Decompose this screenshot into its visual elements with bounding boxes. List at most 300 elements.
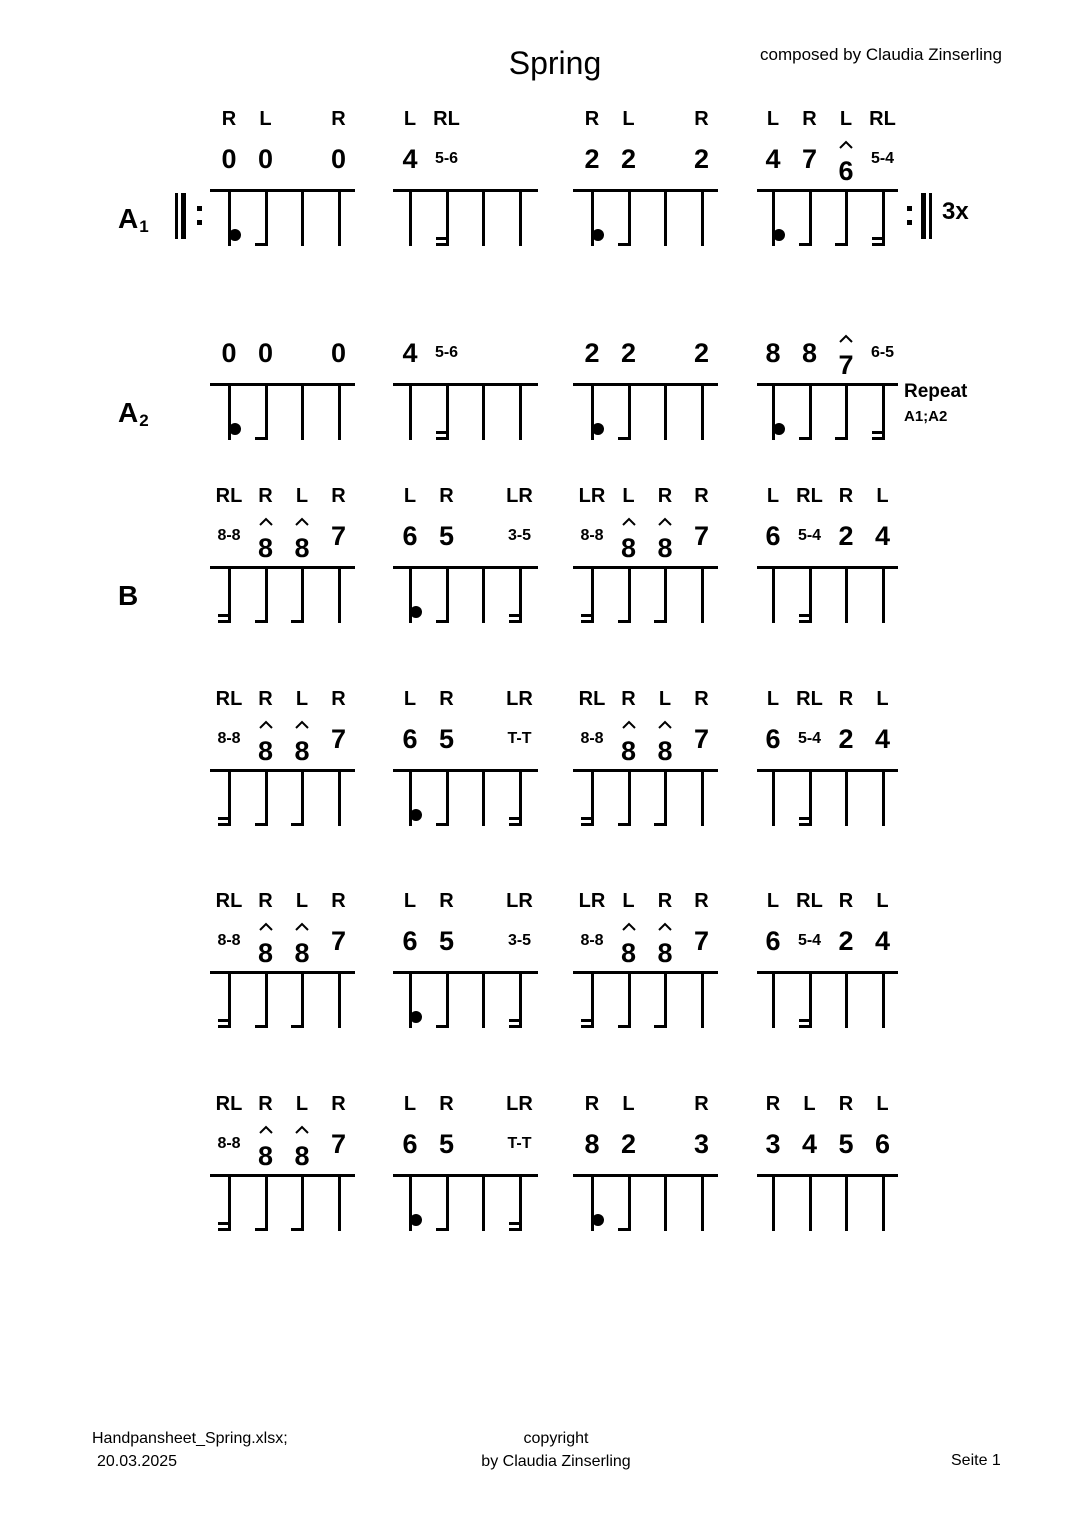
note-stem	[882, 1174, 885, 1231]
hand-label: R	[331, 688, 346, 710]
note-stem	[809, 189, 812, 246]
double-beat-flag	[436, 237, 446, 240]
beat-beam	[210, 566, 355, 569]
note-number: 5	[438, 521, 455, 551]
hand-label: L	[766, 688, 780, 710]
double-beat-flag	[509, 1222, 519, 1225]
note-stem	[338, 189, 341, 246]
double-note-label: 5-4	[870, 150, 895, 167]
note-stem	[265, 383, 268, 440]
accent-caret-icon	[294, 720, 310, 729]
beat-beam	[757, 1174, 898, 1177]
hand-label: RL	[796, 890, 823, 912]
note-number: 7	[330, 926, 347, 956]
hand-label: L	[876, 485, 889, 507]
hand-label: R	[439, 688, 454, 710]
hand-label: R	[694, 890, 709, 912]
hand-label: LR	[506, 688, 533, 710]
ding-dot	[592, 423, 604, 435]
hand-label: L	[622, 1093, 635, 1115]
hand-label: R	[838, 1093, 854, 1115]
beat-flag	[835, 437, 845, 440]
section-letter: A	[118, 397, 139, 428]
note-number: 0	[330, 338, 347, 368]
note-stem	[482, 566, 485, 623]
beat-flag	[291, 823, 301, 826]
beat-flag	[654, 1025, 664, 1028]
note-number: 6	[765, 724, 781, 754]
note-number: 0	[257, 144, 274, 174]
note-stem	[628, 971, 631, 1028]
accent-caret-icon	[657, 517, 673, 526]
note-number: 2	[584, 144, 600, 174]
note-number: 8	[620, 736, 637, 766]
section-letter: B	[118, 580, 139, 611]
note-stem	[701, 383, 704, 440]
hand-label: RL	[796, 688, 823, 710]
note-stem	[338, 383, 341, 440]
note-number: 7	[330, 1129, 347, 1159]
beat-flag	[618, 1228, 628, 1231]
beat-beam	[573, 566, 718, 569]
hand-label: R	[657, 890, 673, 912]
note-stem	[519, 769, 522, 826]
ding-dot	[229, 423, 241, 435]
beat-flag	[436, 823, 446, 826]
note-stem	[591, 566, 594, 623]
note-number: 4	[874, 724, 891, 754]
note-number: 7	[801, 144, 818, 174]
note-number: 2	[620, 1129, 637, 1159]
double-note-label: 6-5	[870, 344, 895, 361]
hand-label: R	[439, 485, 454, 507]
beat-beam	[210, 1174, 355, 1177]
hand-label: R	[258, 890, 273, 912]
note-number: 8	[657, 533, 673, 563]
accent-caret-icon	[838, 140, 854, 149]
beat-beam	[757, 971, 898, 974]
accent-caret-icon	[838, 334, 854, 343]
beat-flag	[654, 823, 664, 826]
repeat-sections: A1;A2	[904, 408, 948, 425]
note-stem	[338, 769, 341, 826]
double-beat-flag	[799, 1019, 809, 1022]
hand-label: R	[838, 890, 854, 912]
hand-label: R	[694, 1093, 709, 1115]
hand-label: R	[331, 1093, 346, 1115]
double-beat-flag	[799, 614, 809, 617]
note-number: 7	[693, 521, 710, 551]
beat-beam	[573, 1174, 718, 1177]
section-label	[118, 203, 149, 237]
beat-flag	[255, 1228, 265, 1231]
note-number: 7	[330, 521, 347, 551]
note-stem	[845, 1174, 848, 1231]
note-number: 7	[330, 724, 347, 754]
note-number: 8	[294, 938, 310, 968]
beat-beam	[210, 971, 355, 974]
hand-label: L	[259, 108, 272, 130]
ding-dot	[592, 229, 604, 241]
double-note-label: 8-8	[580, 730, 604, 747]
note-number: 7	[693, 926, 710, 956]
section-letter: A	[118, 203, 139, 234]
note-stem	[482, 971, 485, 1028]
hand-label: R	[765, 1093, 781, 1115]
double-note-label: 5-4	[797, 527, 822, 544]
double-beat-flag	[581, 823, 591, 826]
repeat-start-bar	[175, 193, 178, 239]
note-number: 0	[257, 338, 274, 368]
note-stem	[664, 1174, 667, 1231]
hand-label: R	[694, 108, 709, 130]
hand-label: R	[439, 1093, 454, 1115]
note-number: 8	[257, 736, 274, 766]
repeat-dot	[197, 206, 202, 211]
beat-flag	[255, 243, 265, 246]
repeat-instruction: Repeat	[904, 381, 968, 402]
hand-label: R	[694, 485, 709, 507]
note-stem	[882, 189, 885, 246]
note-number: 4	[874, 521, 891, 551]
note-stem	[228, 566, 231, 623]
beat-beam	[757, 383, 898, 386]
note-number: 8	[294, 1141, 310, 1171]
note-stem	[664, 566, 667, 623]
double-beat-flag	[218, 620, 228, 623]
accent-caret-icon	[621, 517, 637, 526]
hand-label: R	[694, 688, 709, 710]
note-number: 8	[657, 938, 673, 968]
hand-label: L	[403, 485, 417, 507]
beat-beam	[393, 189, 538, 192]
note-number: 8	[257, 1141, 274, 1171]
double-note-label: 8-8	[580, 527, 604, 544]
note-number: 8	[257, 938, 274, 968]
beat-beam	[393, 566, 538, 569]
note-stem	[845, 189, 848, 246]
accent-caret-icon	[258, 1125, 274, 1134]
double-beat-flag	[218, 1228, 228, 1231]
hand-label: R	[584, 1093, 600, 1115]
double-beat-flag	[581, 614, 591, 617]
double-beat-flag	[218, 1025, 228, 1028]
note-stem	[301, 189, 304, 246]
note-number: 4	[765, 144, 781, 174]
note-number: 8	[620, 938, 637, 968]
beat-beam	[393, 1174, 538, 1177]
footer-copyright: copyright	[523, 1430, 589, 1447]
note-stem	[519, 1174, 522, 1231]
double-beat-flag	[509, 620, 519, 623]
note-stem	[809, 769, 812, 826]
note-number: 8	[801, 338, 818, 368]
note-stem	[301, 971, 304, 1028]
hand-label: L	[876, 688, 889, 710]
note-stem	[772, 566, 775, 623]
beat-beam	[757, 566, 898, 569]
beat-flag	[255, 437, 265, 440]
note-stem	[628, 1174, 631, 1231]
hand-label: R	[838, 688, 854, 710]
beat-flag	[255, 1025, 265, 1028]
accent-caret-icon	[258, 922, 274, 931]
hand-label: L	[622, 890, 635, 912]
note-number: 6	[402, 521, 418, 551]
note-stem	[265, 189, 268, 246]
note-stem	[772, 769, 775, 826]
double-beat-flag	[799, 823, 809, 826]
note-stem	[809, 566, 812, 623]
note-stem	[446, 971, 449, 1028]
ding-dot	[773, 229, 785, 241]
double-note-label: 5-4	[797, 730, 822, 747]
hand-label: L	[403, 1093, 417, 1115]
hand-label: L	[766, 485, 780, 507]
hand-label: R	[802, 108, 817, 130]
section-label	[118, 397, 149, 431]
hand-label: L	[876, 890, 889, 912]
note-number: 3	[693, 1129, 710, 1159]
page-title: Spring	[508, 45, 602, 81]
ding-dot	[410, 809, 422, 821]
note-stem	[772, 971, 775, 1028]
note-number: 0	[221, 338, 237, 368]
beat-flag	[618, 823, 628, 826]
note-number: 2	[838, 724, 854, 754]
hand-label: R	[331, 890, 346, 912]
hand-label: R	[657, 485, 673, 507]
note-stem	[301, 1174, 304, 1231]
note-number: 6	[874, 1129, 891, 1159]
double-note-label: T-T	[507, 1135, 532, 1152]
accent-caret-icon	[294, 922, 310, 931]
note-number: 2	[584, 338, 600, 368]
double-beat-flag	[509, 823, 519, 826]
beat-beam	[393, 383, 538, 386]
note-number: 0	[330, 144, 347, 174]
note-number: 4	[874, 926, 891, 956]
double-note-label: 3-5	[507, 932, 532, 949]
beat-flag	[291, 1228, 301, 1231]
beat-beam	[393, 769, 538, 772]
hand-label: L	[403, 890, 417, 912]
double-beat-flag	[509, 614, 519, 617]
beat-flag	[618, 1025, 628, 1028]
double-note-label: 5-6	[434, 344, 459, 361]
beat-beam	[573, 769, 718, 772]
double-beat-flag	[799, 817, 809, 820]
hand-label: L	[295, 485, 309, 507]
note-number: 7	[693, 724, 710, 754]
hand-label: L	[403, 108, 417, 130]
hand-label: R	[258, 688, 273, 710]
note-number: 6	[765, 926, 781, 956]
hand-label: R	[584, 108, 600, 130]
note-stem	[701, 566, 704, 623]
note-stem	[338, 971, 341, 1028]
hand-label: RL	[869, 108, 896, 130]
double-note-label: 5-4	[797, 932, 822, 949]
note-stem	[664, 971, 667, 1028]
note-stem	[265, 566, 268, 623]
note-stem	[482, 1174, 485, 1231]
hand-label: L	[803, 1093, 816, 1115]
double-beat-flag	[436, 431, 446, 434]
note-stem	[482, 383, 485, 440]
note-stem	[301, 383, 304, 440]
double-beat-flag	[509, 1025, 519, 1028]
note-number: 8	[584, 1129, 600, 1159]
double-note-label: 8-8	[217, 1135, 241, 1152]
note-number: 2	[838, 926, 854, 956]
double-beat-flag	[581, 620, 591, 623]
note-stem	[338, 566, 341, 623]
hand-label: R	[258, 1093, 273, 1115]
note-stem	[882, 383, 885, 440]
double-note-label: 8-8	[580, 932, 604, 949]
note-stem	[482, 769, 485, 826]
footer-copyright-owner: by Claudia Zinserling	[481, 1453, 631, 1470]
section-index: 2	[139, 411, 149, 430]
note-stem	[482, 189, 485, 246]
beat-flag	[255, 620, 265, 623]
hand-label: L	[403, 688, 417, 710]
hand-label: RL	[796, 485, 823, 507]
ding-dot	[773, 423, 785, 435]
note-stem	[845, 769, 848, 826]
double-note-label: T-T	[507, 730, 532, 747]
note-stem	[772, 1174, 775, 1231]
note-number: 5	[438, 724, 455, 754]
accent-caret-icon	[258, 720, 274, 729]
hand-label: L	[766, 890, 780, 912]
double-beat-flag	[218, 823, 228, 826]
note-stem	[809, 971, 812, 1028]
beat-beam	[573, 971, 718, 974]
note-stem	[265, 971, 268, 1028]
note-stem	[446, 189, 449, 246]
note-number: 8	[620, 533, 637, 563]
beat-flag	[654, 620, 664, 623]
double-beat-flag	[436, 243, 446, 246]
note-number: 3	[765, 1129, 781, 1159]
hand-label: L	[766, 108, 780, 130]
beat-flag	[291, 620, 301, 623]
note-stem	[664, 769, 667, 826]
beat-flag	[835, 243, 845, 246]
note-stem	[446, 769, 449, 826]
ding-dot	[229, 229, 241, 241]
section-index: 1	[139, 217, 149, 236]
note-stem	[446, 1174, 449, 1231]
beat-flag	[436, 620, 446, 623]
repeat-count: 3x	[942, 198, 969, 225]
note-number: 2	[693, 338, 710, 368]
hand-label: L	[295, 1093, 309, 1115]
note-stem	[809, 1174, 812, 1231]
double-beat-flag	[509, 1228, 519, 1231]
accent-caret-icon	[657, 922, 673, 931]
hand-label: LR	[578, 890, 606, 912]
beat-flag	[291, 1025, 301, 1028]
note-stem	[265, 769, 268, 826]
double-beat-flag	[872, 431, 882, 434]
hand-label: LR	[578, 485, 606, 507]
beat-flag	[255, 823, 265, 826]
note-stem	[591, 769, 594, 826]
note-number: 2	[693, 144, 710, 174]
double-beat-flag	[436, 437, 446, 440]
accent-caret-icon	[294, 517, 310, 526]
note-stem	[882, 971, 885, 1028]
double-beat-flag	[799, 1025, 809, 1028]
ding-dot	[410, 606, 422, 618]
hand-label: R	[439, 890, 454, 912]
note-stem	[628, 566, 631, 623]
ding-dot	[410, 1214, 422, 1226]
repeat-dot	[197, 220, 202, 225]
note-stem	[664, 383, 667, 440]
note-stem	[519, 566, 522, 623]
note-stem	[519, 383, 522, 440]
double-beat-flag	[872, 437, 882, 440]
double-note-label: 3-5	[507, 527, 532, 544]
note-stem	[701, 769, 704, 826]
beat-flag	[618, 243, 628, 246]
note-stem	[446, 566, 449, 623]
note-number: 6	[402, 724, 418, 754]
double-beat-flag	[872, 243, 882, 246]
accent-caret-icon	[258, 517, 274, 526]
note-stem	[409, 383, 412, 440]
note-number: 4	[402, 338, 418, 368]
double-beat-flag	[218, 614, 228, 617]
hand-label: RL	[433, 108, 460, 130]
note-stem	[628, 383, 631, 440]
double-beat-flag	[581, 817, 591, 820]
note-number: 6	[838, 156, 854, 186]
note-stem	[519, 971, 522, 1028]
beat-beam	[573, 189, 718, 192]
beat-beam	[573, 383, 718, 386]
beat-flag	[799, 243, 809, 246]
hand-label: R	[221, 108, 237, 130]
note-number: 4	[402, 144, 418, 174]
accent-caret-icon	[657, 720, 673, 729]
note-stem	[409, 189, 412, 246]
double-beat-flag	[218, 1019, 228, 1022]
note-stem	[301, 769, 304, 826]
note-number: 6	[402, 926, 418, 956]
beat-flag	[618, 620, 628, 623]
repeat-start-bar	[181, 193, 186, 239]
note-stem	[628, 189, 631, 246]
note-stem	[591, 971, 594, 1028]
ding-dot	[592, 1214, 604, 1226]
note-number: 8	[294, 736, 310, 766]
note-number: 8	[765, 338, 781, 368]
beat-flag	[799, 437, 809, 440]
note-stem	[228, 1174, 231, 1231]
note-stem	[701, 189, 704, 246]
note-stem	[845, 971, 848, 1028]
note-number: 5	[838, 1129, 854, 1159]
double-beat-flag	[218, 1222, 228, 1225]
note-stem	[882, 769, 885, 826]
accent-caret-icon	[621, 720, 637, 729]
note-stem	[701, 1174, 704, 1231]
